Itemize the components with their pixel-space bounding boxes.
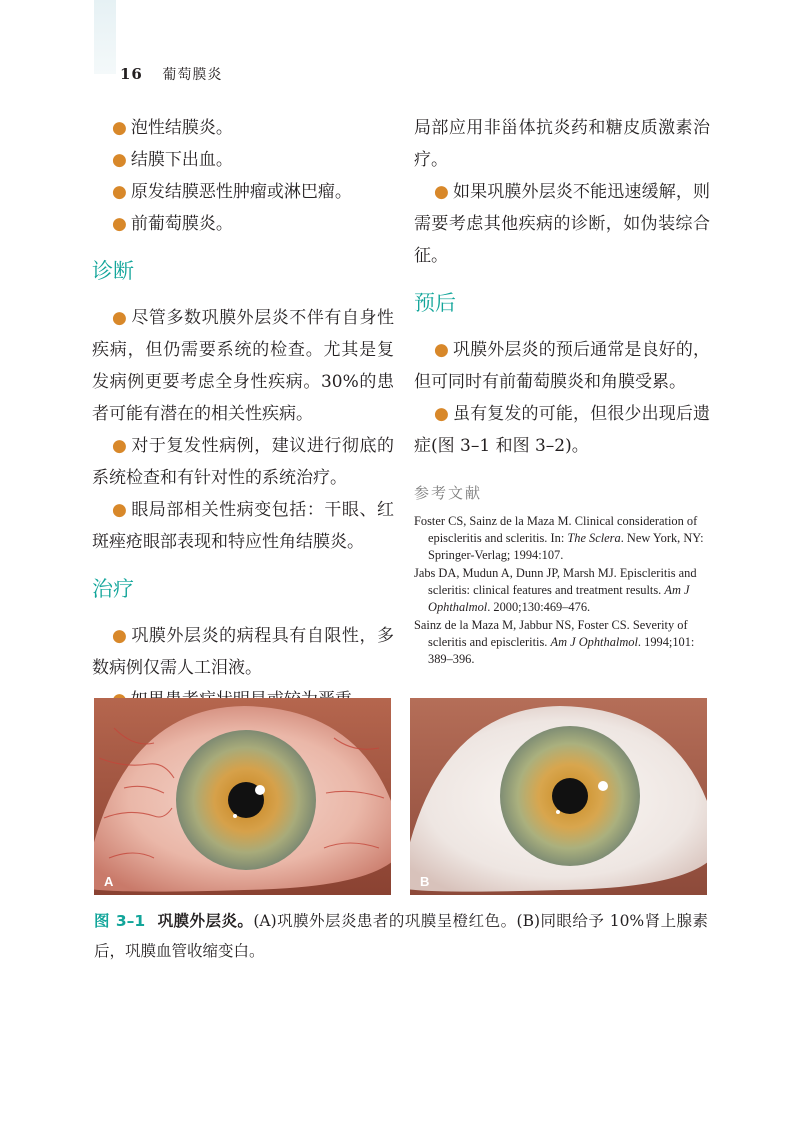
- figure-panel-b: [410, 698, 707, 895]
- bullet-icon: ●: [112, 150, 127, 170]
- panel-a-label: A: [104, 874, 114, 889]
- left-column: [92, 112, 394, 716]
- bullet-item: ● 泡性结膜炎。: [112, 118, 233, 138]
- continued-paragraph: 局部应用非甾体抗炎药和糖皮质激素治疗。: [414, 118, 710, 170]
- bullet-icon: ●: [112, 436, 128, 456]
- reference-item: Jabs DA, Mudun A, Dunn JP, Marsh MJ. Episcleritis and scleritis: clinical features and treatment results. Am J Ophthalmol. 2000;130:469–476.: [414, 566, 697, 614]
- bullet-icon: ●: [112, 182, 127, 202]
- bullet-icon: ●: [112, 118, 127, 138]
- bullet-item: ● 巩膜外层炎的病程具有自限性，多数病例仅需人工泪液。: [92, 626, 395, 678]
- references-title: 参考文献: [414, 484, 483, 502]
- bullet-icon: ●: [112, 626, 128, 646]
- section-title-diagnosis: 诊断: [92, 259, 134, 283]
- header-side-band: [94, 0, 116, 74]
- right-column: [414, 112, 710, 669]
- bullet-item: ● 尽管多数巩膜外层炎不伴有自身性疾病，但仍需要系统的检查。尤其是复发病例更要考虑全身性疾病。30%的患者可能有潜在的相关性疾病。: [92, 308, 395, 424]
- section-title-treatment: 治疗: [92, 577, 134, 601]
- reference-item: Foster CS, Sainz de la Maza M. Clinical consideration of episcleritis and scleritis. In: The Sclera. New York, NY: Springer-Verlag; 1994:107.: [414, 514, 704, 562]
- page-number: 16: [120, 65, 143, 83]
- bullet-item: ● 巩膜外层炎的预后通常是良好的，但可同时有前葡萄膜炎和角膜受累。: [414, 340, 710, 392]
- caption-label: 图 3–1: [94, 912, 146, 930]
- bullet-icon: ●: [434, 404, 449, 424]
- bullet-item: ● 虽有复发的可能，但很少出现后遗症(图 3–1 和图 3–2)。: [414, 404, 710, 456]
- bullet-icon: ●: [434, 340, 449, 360]
- reference-item: Sainz de la Maza M, Jabbur NS, Foster CS. Severity of scleritis and episcleritis. Am J Ophthalmol. 1994;101: 389–396.: [414, 618, 695, 666]
- bullet-item: ● 前葡萄膜炎。: [112, 214, 233, 234]
- bullet-item: ● 如果巩膜外层炎不能迅速缓解，则需要考虑其他疾病的诊断，如伪装综合征。: [414, 182, 710, 266]
- bullet-item: ● 原发结膜恶性肿瘤或淋巴瘤。: [112, 182, 352, 202]
- figure-caption: [94, 906, 708, 966]
- running-title: 葡萄膜炎: [162, 67, 223, 83]
- bullet-icon: ●: [112, 214, 127, 234]
- eye-photo-red: [94, 698, 391, 895]
- bullet-item: ● 结膜下出血。: [112, 150, 233, 170]
- bullet-icon: ●: [112, 308, 128, 328]
- bullet-icon: ●: [434, 182, 449, 202]
- section-title-prognosis: 预后: [414, 291, 456, 315]
- eye-photo-white: [410, 698, 707, 895]
- bullet-item: ● 眼局部相关性病变包括：干眼、红斑痤疮眼部表现和特应性角结膜炎。: [92, 500, 395, 552]
- panel-b-label: B: [420, 874, 430, 889]
- caption-title: 巩膜外层炎。: [157, 912, 254, 930]
- bullet-icon: ●: [112, 500, 128, 520]
- bullet-item: ● 对于复发性病例，建议进行彻底的系统检查和有针对性的系统治疗。: [92, 436, 395, 488]
- figure-panel-a: [94, 698, 391, 895]
- caption-text: (A)巩膜外层炎患者的巩膜呈橙红色。(B)同眼给予 10%肾上腺素后，巩膜血管收缩变白。: [94, 912, 708, 960]
- running-header: [120, 64, 222, 84]
